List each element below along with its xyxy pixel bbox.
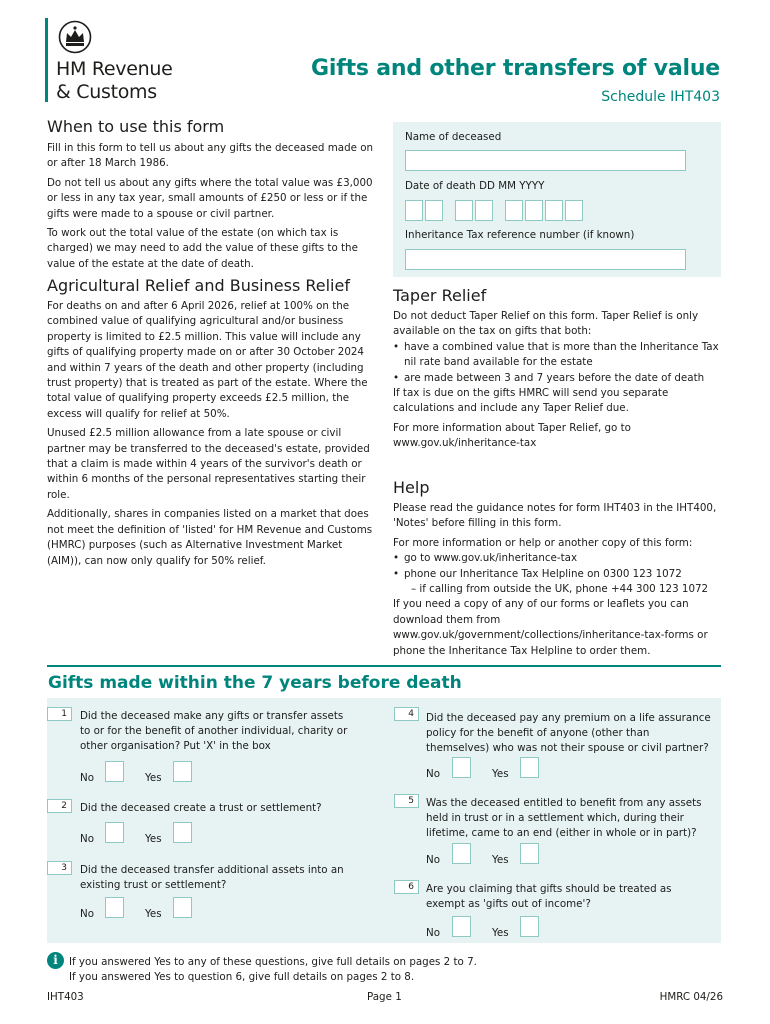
question-3-no-checkbox[interactable]: [105, 897, 124, 918]
taper-p2: If tax is due on the gifts HMRC will send you separate calculations and include any Taper Relief due.: [393, 387, 669, 415]
question-1-no-checkbox[interactable]: [105, 761, 124, 782]
question-6-number: 6: [394, 880, 419, 894]
footer-version: HMRC 04/26: [659, 991, 723, 1003]
agri-relief-body: [47, 299, 377, 569]
when-to-use-p3: To work out the total value of the estate (on which tax is charged) we may need to add the value of these gifts to the value of the estate at the date of death.: [47, 227, 358, 270]
question-1-text: Did the deceased make any gifts or transfer assets to or for the benefit of another individual, charity or other organisation? Put 'X' in the box: [80, 710, 348, 752]
question-3-yes-label: Yes: [145, 908, 162, 920]
question-1-no-label: No: [80, 772, 95, 784]
question-5-yes-label: Yes: [492, 854, 509, 866]
question-4-text: Did the deceased pay any premium on a life assurance policy for the benefit of anyone (other than themselves) who was not their spouse or civil partner?: [426, 712, 711, 754]
dod-year-digit-4[interactable]: [565, 200, 583, 221]
footer-page-number: Page 1: [367, 991, 402, 1003]
question-2-text: Did the deceased create a trust or settlement?: [80, 802, 322, 814]
taper-bullets: [393, 340, 729, 386]
section-divider: [47, 665, 721, 667]
question-1-yes-label: Yes: [145, 772, 162, 784]
info-line-2: If you answered Yes to question 6, give full details on pages 2 to 8.: [69, 971, 415, 983]
iht-reference-label: Inheritance Tax reference number (if known): [405, 229, 635, 241]
question-1-yes-checkbox[interactable]: [173, 761, 192, 782]
dod-day-digit-2[interactable]: [425, 200, 443, 221]
question-6-yes-checkbox[interactable]: [520, 916, 539, 937]
question-2-no-checkbox[interactable]: [105, 822, 124, 843]
question-2-yes-label: Yes: [145, 833, 162, 845]
brand-bar: [45, 18, 48, 102]
question-4-yes-label: Yes: [492, 768, 509, 780]
help-bullet-1: • go to www.gov.uk/inheritance-tax: [404, 551, 729, 566]
agri-relief-heading: Agricultural Relief and Business Relief: [47, 276, 350, 295]
agri-p1: For deaths on and after 6 April 2026, relief at 100% on the combined value of qualifying agricultural and/or business property is limited to £2.5 million. This value will include any gifts of qualifying property made on or after 30 October 2024 and within 7 years of the death and other property (including trust property) that is treated as part of the estate. Where the total value of qualifying property exceeds £2.5 million, the excess will qualify for relief at 50%.: [47, 300, 368, 420]
question-2-number: 2: [47, 799, 72, 813]
question-3-no-label: No: [80, 908, 95, 920]
question-5-yes-checkbox[interactable]: [520, 843, 539, 864]
taper-bullet-1: • have a combined value that is more than the Inheritance Tax nil rate band available for the estate: [404, 340, 729, 371]
question-6-yes-label: Yes: [492, 927, 509, 939]
name-of-deceased-label: Name of deceased: [405, 131, 502, 143]
question-5-no-label: No: [426, 854, 441, 866]
page-subtitle: Schedule IHT403: [601, 89, 720, 105]
when-to-use-p2: Do not tell us about any gifts where the total value was £3,000 or less in any tax year, small amounts of £250 or less or if the gifts were made to a spouse or civil partner.: [47, 176, 373, 220]
taper-relief-heading: Taper Relief: [393, 286, 487, 305]
name-of-deceased-input[interactable]: [405, 150, 686, 171]
brand-logo-text: HM Revenue & Customs: [56, 58, 173, 103]
question-6-text: Are you claiming that gifts should be treated as exempt as 'gifts out of income'?: [426, 883, 672, 910]
when-to-use-heading: When to use this form: [47, 117, 225, 136]
help-bullet-2: • phone our Inheritance Tax Helpline on 0300 123 1072: [404, 567, 729, 582]
help-p2: For more information or help or another copy of this form:: [393, 536, 693, 549]
help-p1: Please read the guidance notes for form IHT403 in the IHT400, 'Notes' before filling in this form.: [393, 502, 717, 530]
question-5-number: 5: [394, 794, 419, 808]
info-icon: i: [47, 952, 64, 969]
help-body: [393, 501, 729, 659]
question-3-number: 3: [47, 861, 72, 875]
help-heading: Help: [393, 478, 430, 497]
when-to-use-p1: Fill in this form to tell us about any gifts the deceased made on or after 18 March 1986.: [47, 142, 374, 170]
help-bullet-2-sub: – if calling from outside the UK, phone +44 300 123 1072: [411, 583, 709, 596]
question-4-yes-checkbox[interactable]: [520, 757, 539, 778]
question-3-yes-checkbox[interactable]: [173, 897, 192, 918]
taper-bullet-2: • are made between 3 and 7 years before the date of death: [404, 371, 729, 386]
question-6-no-checkbox[interactable]: [452, 916, 471, 937]
dod-year-digit-2[interactable]: [525, 200, 543, 221]
when-to-use-body: [47, 141, 377, 272]
question-2-no-label: No: [80, 833, 95, 845]
question-4-no-label: No: [426, 768, 441, 780]
question-6-no-label: No: [426, 927, 441, 939]
question-5-text: Was the deceased entitled to benefit from any assets held in trust or in a settlement which, during their lifetime, came to an end (either in whole or in part)?: [426, 797, 702, 839]
crown-crest-icon: [57, 20, 93, 54]
taper-relief-body: [393, 309, 729, 452]
question-4-no-checkbox[interactable]: [452, 757, 471, 778]
question-1-number: 1: [47, 707, 72, 721]
dod-month-digit-1[interactable]: [455, 200, 473, 221]
dod-month-digit-2[interactable]: [475, 200, 493, 221]
help-p3: If you need a copy of any of our forms or leaflets you can download them from www.gov.uk/government/collections/inheritance-tax-forms or phone the Inheritance Tax Helpline to order them.: [393, 598, 708, 657]
agri-p2: Unused £2.5 million allowance from a late spouse or civil partner may be transferred to the deceased's estate, provided that a claim is made within 4 years of the survivor's death or within 6 months of the personal representatives starting their role.: [47, 427, 370, 501]
iht-reference-input[interactable]: [405, 249, 686, 270]
question-3-text: Did the deceased transfer additional assets into an existing trust or settlement?: [80, 864, 344, 891]
info-line-1: If you answered Yes to any of these questions, give full details on pages 2 to 7.: [69, 956, 477, 968]
dod-year-digit-3[interactable]: [545, 200, 563, 221]
taper-p1: Do not deduct Taper Relief on this form. Taper Relief is only available on the tax on gifts that both:: [393, 310, 699, 338]
footer-form-code: IHT403: [47, 991, 84, 1003]
help-bullets: [393, 551, 729, 582]
page-title: Gifts and other transfers of value: [311, 56, 720, 81]
question-2-yes-checkbox[interactable]: [173, 822, 192, 843]
dod-day-digit-1[interactable]: [405, 200, 423, 221]
question-5-no-checkbox[interactable]: [452, 843, 471, 864]
taper-p3: For more information about Taper Relief, go to www.gov.uk/inheritance-tax: [393, 421, 631, 450]
date-of-death-label: Date of death DD MM YYYY: [405, 180, 545, 192]
gifts-section-title: Gifts made within the 7 years before death: [48, 673, 462, 693]
question-4-number: 4: [394, 707, 419, 721]
dod-year-digit-1[interactable]: [505, 200, 523, 221]
agri-p3: Additionally, shares in companies listed on a market that does not meet the definition of 'listed' for HM Revenue and Customs (HMRC) purposes (such as Alternative Investment Market (AIM)), can now only qualify for 50% relief.: [47, 508, 373, 567]
